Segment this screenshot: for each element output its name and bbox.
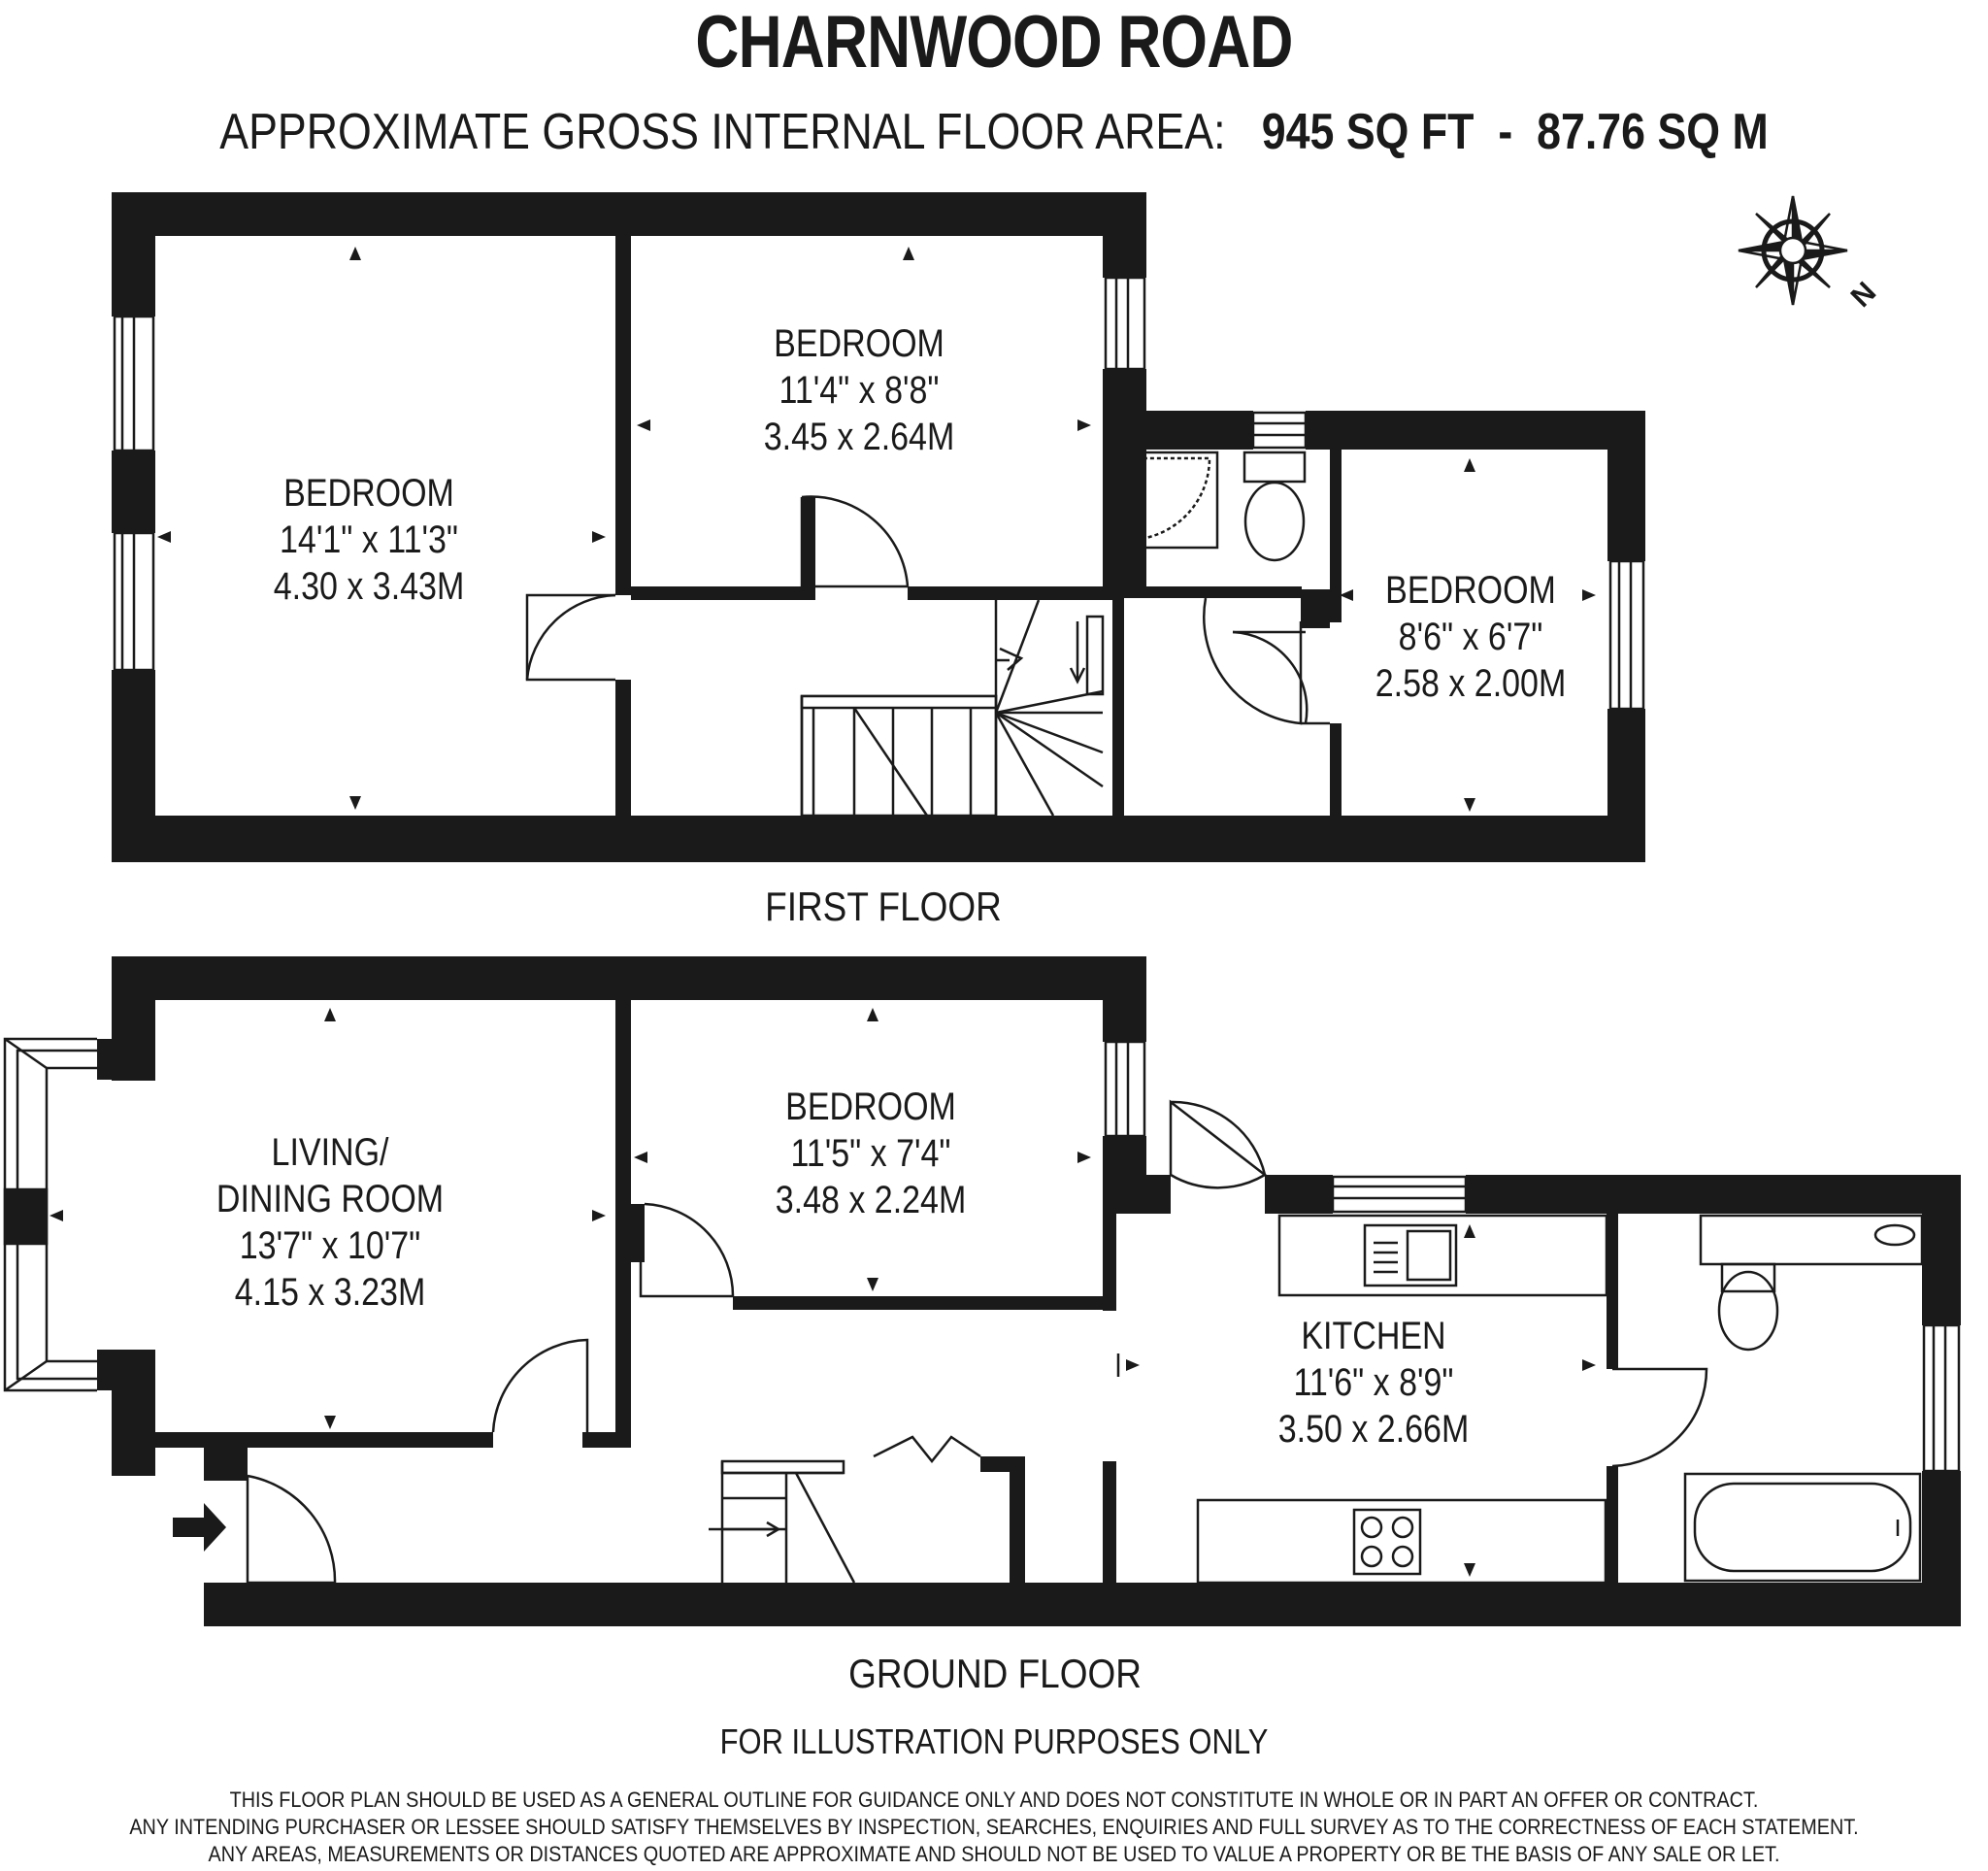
floor-area-sqft: 945 SQ FT [1261, 104, 1474, 160]
gf-kitchen-left [1103, 1461, 1116, 1587]
gf-door-entrance [248, 1476, 335, 1583]
gf-bay-top-block [97, 1039, 155, 1080]
ff-toilet-cistern [1244, 452, 1305, 482]
gf-bedroom-right [1103, 1214, 1116, 1311]
ff-partition-door-jamb [802, 497, 815, 600]
gf-window-bath [1924, 1325, 1959, 1471]
ff-left-wall-mid [112, 451, 155, 533]
ff-bottom-wall [112, 816, 1645, 862]
compass-north-label: N [1844, 276, 1883, 314]
gf-partition-1 [615, 1000, 631, 1447]
bay-window [5, 1039, 97, 1390]
floor-area-label: APPROXIMATE GROSS INTERNAL FLOOR AREA: [219, 104, 1226, 160]
gf-sink [1365, 1225, 1456, 1286]
gf-door-bedroom [645, 1204, 733, 1296]
disclaimer-line: THIS FLOOR PLAN SHOULD BE USED AS A GENERAL OUTLINE FOR GUIDANCE ONLY AND DOES NOT CONSTITUTE IN WHOLE OR IN PART AN OFFER OR CONTRACT. [229, 1787, 1759, 1812]
room-name-line2: DINING ROOM [215, 1178, 445, 1220]
room-size-imperial: 13'7" x 10'7" [239, 1224, 421, 1267]
gf-room-kitchen [1250, 1313, 1498, 1453]
room-name-line1: LIVING/ [271, 1131, 389, 1174]
room-size-metric: 4.30 x 3.43M [273, 565, 465, 608]
ff-partition-h2 [908, 586, 1116, 600]
gf-bedroom-bottom [733, 1296, 1116, 1310]
disclaimer-line: ANY INTENDING PURCHASER OR LESSEE SHOULD SATISFY THEMSELVES BY INSPECTION, SEARCHES, ENQUIRIES AND FULL SURVEY AS TO THE CORRECTNESS OF EACH STATEMENT. [129, 1815, 1859, 1839]
gf-bath-partition-a [1607, 1214, 1618, 1369]
room-name: BEDROOM [785, 1086, 956, 1128]
disclaimer [99, 1787, 1888, 1868]
gf-partition-door-jamb [631, 1204, 645, 1262]
gf-basin [1875, 1225, 1914, 1245]
ff-top-wall [112, 192, 1143, 236]
room-size-imperial: 8'6" x 6'7" [1398, 616, 1543, 658]
gf-right-wall-upper [1922, 1175, 1961, 1325]
gf-kitchen-top-a [1265, 1175, 1333, 1214]
ff-room-bedroom-1 [246, 470, 493, 610]
gf-kitchen-top-b [1466, 1175, 1961, 1214]
room-size-metric: 3.48 x 2.24M [775, 1179, 967, 1221]
gf-toilet-bowl [1719, 1272, 1777, 1350]
gf-understair-top [980, 1456, 1025, 1472]
room-name: KITCHEN [1301, 1315, 1446, 1357]
room-name: BEDROOM [774, 322, 944, 365]
ff-step-top-b [1306, 411, 1645, 450]
plan-title: CHARNWOOD ROAD [695, 1, 1293, 84]
ground-floor-label: GROUND FLOOR [848, 1651, 1142, 1696]
ff-staircase [802, 600, 1103, 816]
gf-living-bottom [112, 1432, 493, 1448]
ff-partition-3a [1330, 450, 1342, 622]
ff-door-bedroom-1 [527, 595, 615, 680]
gf-room-bedroom [747, 1084, 995, 1223]
entrance-arrow-icon [173, 1503, 226, 1552]
gf-right-wall-lower [1922, 1471, 1961, 1626]
gf-partition-1-foot [582, 1432, 631, 1448]
ff-right-wall-lower [1607, 709, 1645, 862]
ff-room-bedroom-2 [736, 320, 983, 460]
room-size-imperial: 11'5" x 7'4" [790, 1132, 951, 1175]
room-name: BEDROOM [1385, 569, 1556, 612]
gf-door-bathroom [1612, 1369, 1706, 1466]
first-floor-label: FIRST FLOOR [765, 884, 1002, 929]
room-size-metric: 3.50 x 2.66M [1277, 1408, 1470, 1451]
gf-bath-counter [1701, 1216, 1922, 1264]
floor-area-sqm: 87.76 SQ M [1537, 104, 1769, 160]
ff-bath-bottom [1112, 586, 1302, 598]
ff-door-bathroom [1204, 598, 1301, 723]
ff-right-upper-a [1103, 192, 1146, 278]
ff-right-upper-b [1103, 369, 1146, 588]
ff-window-bath [1253, 413, 1306, 448]
gf-toilet-cistern [1722, 1264, 1774, 1291]
gf-staircase [709, 1461, 854, 1583]
ff-window-right [1106, 278, 1144, 369]
room-size-metric: 3.45 x 2.64M [763, 416, 955, 458]
ff-partition-h1 [631, 586, 802, 600]
room-name: BEDROOM [283, 472, 454, 515]
gf-bifold-door [874, 1437, 980, 1461]
ff-right-wall-upper [1607, 411, 1645, 561]
gf-right-upper-a [1103, 956, 1146, 1042]
floor-area-separator: - [1498, 104, 1513, 160]
gf-understair-wall [1010, 1456, 1025, 1583]
gf-bath-partition-b [1607, 1466, 1618, 1587]
room-size-metric: 2.58 x 2.00M [1375, 662, 1567, 705]
ff-partition-1b [615, 680, 631, 820]
ff-door-bedroom-2 [802, 497, 908, 586]
gf-bathtub [1685, 1474, 1920, 1581]
ff-toilet-bowl [1245, 483, 1304, 560]
ff-step-top-a [1103, 411, 1253, 450]
gf-kitchen-counter-bottom [1198, 1500, 1606, 1583]
ff-partition-3b [1330, 723, 1342, 820]
gf-room-living-dining [207, 1129, 454, 1316]
gf-door-living [493, 1340, 587, 1432]
gf-bottom-wall [204, 1583, 1961, 1626]
ff-room-bedroom-3 [1347, 567, 1595, 707]
room-size-imperial: 11'4" x 8'8" [779, 369, 940, 412]
ff-window-small-bedroom [1610, 561, 1643, 709]
gf-kitchen-counter-top [1279, 1216, 1607, 1295]
gf-corner-block [112, 1432, 155, 1476]
compass-icon [1739, 196, 1882, 314]
gf-step-block [1103, 1175, 1171, 1214]
room-size-imperial: 14'1" x 11'3" [280, 518, 458, 561]
room-size-metric: 4.15 x 3.23M [234, 1271, 426, 1314]
ff-left-wall-upper [112, 192, 155, 317]
room-size-imperial: 11'6" x 8'9" [1293, 1361, 1454, 1404]
gf-entrance-jamb [204, 1437, 248, 1481]
illustration-note: FOR ILLUSTRATION PURPOSES ONLY [719, 1721, 1269, 1761]
ff-partition-block [1301, 589, 1330, 628]
gf-window-kitchen [1333, 1177, 1466, 1212]
ff-partition-1 [615, 236, 631, 595]
disclaimer-line: ANY AREAS, MEASUREMENTS OR DISTANCES QUOTED ARE APPROXIMATE AND SHOULD NOT BE USED TO VALUE A PROPERTY OR BE THE BASIS OF ANY SALE OR LET. [208, 1842, 1780, 1866]
gf-window-bedroom [1106, 1042, 1144, 1136]
gf-top-wall [112, 956, 1143, 1000]
